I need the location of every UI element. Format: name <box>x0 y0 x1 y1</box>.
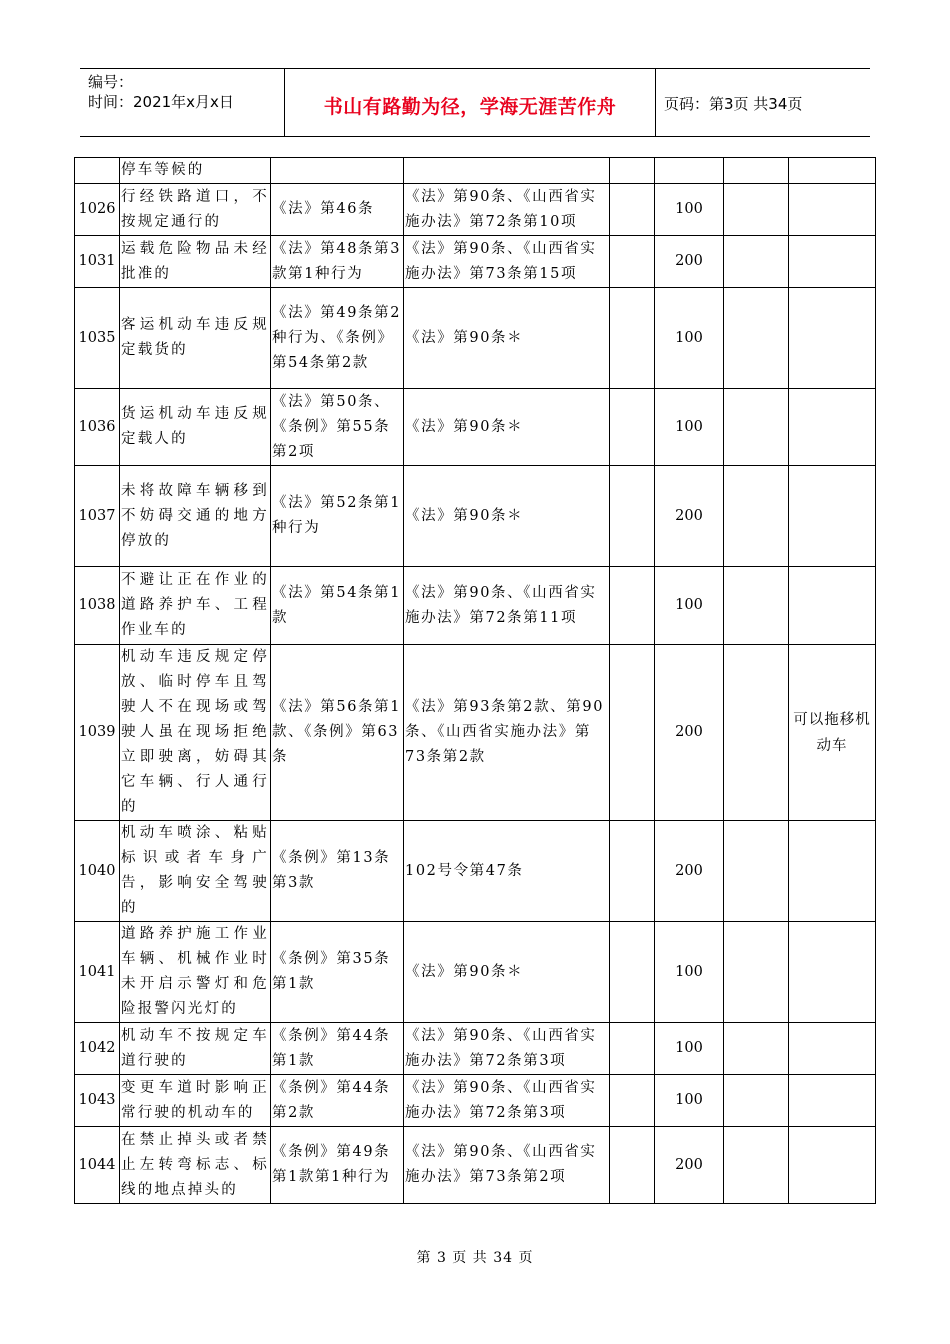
fine-amount-cell: 200 <box>655 645 724 821</box>
penalty-basis-cell: 《法》第90条、《山西省实施办法》第72条第11项 <box>404 567 610 645</box>
table-row <box>75 1075 876 1127</box>
violation-code-cell: 1031 <box>75 236 120 288</box>
violation-code-cell: 1042 <box>75 1023 120 1075</box>
blank-cell <box>724 567 789 645</box>
remarks-cell <box>789 821 876 922</box>
blank-cell <box>610 1127 655 1204</box>
violation-code-cell: 1044 <box>75 1127 120 1204</box>
table-row <box>75 567 876 645</box>
remarks-cell <box>789 1023 876 1075</box>
fine-amount-cell: 100 <box>655 1075 724 1127</box>
legal-basis-cell: 《法》第46条 <box>271 184 404 236</box>
table-row <box>75 1127 876 1204</box>
violation-code-cell: 1037 <box>75 466 120 567</box>
remarks-cell <box>789 567 876 645</box>
violation-description-cell: 机动车违反规定停放、临时停车且驾驶人不在现场或驾驶人虽在现场拒绝立即驶离，妨碍其它车辆、行人通行的 <box>120 645 271 821</box>
header-page-info: 页码：第3页 共34页 <box>664 95 803 113</box>
legal-basis-cell: 《法》第52条第1种行为 <box>271 466 404 567</box>
blank-cell <box>724 1023 789 1075</box>
penalty-basis-cell: 《法》第90条＊ <box>404 389 610 466</box>
table-row <box>75 288 876 389</box>
legal-basis-cell: 《条例》第44条第2款 <box>271 1075 404 1127</box>
blank-cell <box>610 466 655 567</box>
table-row <box>75 1023 876 1075</box>
legal-basis-cell: 《条例》第35条第1款 <box>271 922 404 1023</box>
table-row <box>75 184 876 236</box>
legal-basis-cell: 《条例》第13条第3款 <box>271 821 404 922</box>
blank-cell <box>610 236 655 288</box>
header-meta <box>88 72 234 112</box>
violation-description-cell: 不避让正在作业的道路养护车、工程作业车的 <box>120 567 271 645</box>
legal-basis-cell <box>271 158 404 184</box>
blank-cell <box>610 1075 655 1127</box>
fine-amount-cell: 100 <box>655 389 724 466</box>
violation-code-cell <box>75 158 120 184</box>
violation-description-cell: 行经铁路道口，不按规定通行的 <box>120 184 271 236</box>
violations-table-body <box>75 158 876 1204</box>
violation-description-cell: 停车等候的 <box>120 158 271 184</box>
table-row <box>75 922 876 1023</box>
blank-cell <box>610 567 655 645</box>
penalty-basis-cell: 《法》第90条、《山西省实施办法》第72条第10项 <box>404 184 610 236</box>
violation-code-cell: 1035 <box>75 288 120 389</box>
remarks-cell <box>789 1075 876 1127</box>
blank-cell <box>724 1075 789 1127</box>
blank-cell <box>724 389 789 466</box>
fine-amount-cell <box>655 158 724 184</box>
blank-cell <box>610 389 655 466</box>
legal-basis-cell: 《法》第56条第1款、《条例》第63条 <box>271 645 404 821</box>
blank-cell <box>724 1127 789 1204</box>
penalty-basis-cell <box>404 158 610 184</box>
remarks-cell <box>789 158 876 184</box>
fine-amount-cell: 200 <box>655 466 724 567</box>
header-motto: 书山有路勤为径，学海无涯苦作舟 <box>323 96 617 118</box>
fine-amount-cell: 100 <box>655 567 724 645</box>
violation-description-cell: 客运机动车违反规定载货的 <box>120 288 271 389</box>
header-divider-right <box>655 68 656 136</box>
legal-basis-cell: 《条例》第44条第1款 <box>271 1023 404 1075</box>
legal-basis-cell: 《法》第50条、《条例》第55条第2项 <box>271 389 404 466</box>
penalty-basis-cell: 《法》第90条、《山西省实施办法》第72条第3项 <box>404 1023 610 1075</box>
violation-code-cell: 1040 <box>75 821 120 922</box>
legal-basis-cell: 《法》第49条第2种行为、《条例》第54条第2款 <box>271 288 404 389</box>
remarks-cell <box>789 288 876 389</box>
penalty-basis-cell: 《法》第90条＊ <box>404 288 610 389</box>
violation-description-cell: 未将故障车辆移到不妨碍交通的地方停放的 <box>120 466 271 567</box>
table-row <box>75 389 876 466</box>
violation-code-cell: 1038 <box>75 567 120 645</box>
fine-amount-cell: 200 <box>655 1127 724 1204</box>
header-bottom-rule <box>80 136 870 137</box>
violation-code-cell: 1043 <box>75 1075 120 1127</box>
table-row <box>75 821 876 922</box>
page-footer: 第 3 页 共 34 页 <box>416 1250 534 1266</box>
penalty-basis-cell: 102号令第47条 <box>404 821 610 922</box>
remarks-cell: 可以拖移机动车 <box>789 645 876 821</box>
violation-code-cell: 1036 <box>75 389 120 466</box>
header-top-rule <box>80 68 870 69</box>
fine-amount-cell: 100 <box>655 922 724 1023</box>
legal-basis-cell: 《条例》第49条第1款第1种行为 <box>271 1127 404 1204</box>
table-row <box>75 466 876 567</box>
blank-cell <box>724 466 789 567</box>
fine-amount-cell: 200 <box>655 821 724 922</box>
blank-cell <box>724 645 789 821</box>
violation-description-cell: 机动车不按规定车道行驶的 <box>120 1023 271 1075</box>
code-label: 编号： <box>88 73 134 91</box>
legal-basis-cell: 《法》第48条第3款第1种行为 <box>271 236 404 288</box>
blank-cell <box>610 821 655 922</box>
blank-cell <box>610 288 655 389</box>
remarks-cell <box>789 236 876 288</box>
table-row <box>75 236 876 288</box>
violation-code-cell: 1039 <box>75 645 120 821</box>
penalty-basis-cell: 《法》第90条、《山西省实施办法》第73条第2项 <box>404 1127 610 1204</box>
violation-description-cell: 变更车道时影响正常行驶的机动车的 <box>120 1075 271 1127</box>
time-label: 时间：2021年x月x日 <box>88 93 234 111</box>
blank-cell <box>724 236 789 288</box>
penalty-basis-cell: 《法》第90条、《山西省实施办法》第72条第3项 <box>404 1075 610 1127</box>
remarks-cell <box>789 922 876 1023</box>
blank-cell <box>724 288 789 389</box>
fine-amount-cell: 200 <box>655 236 724 288</box>
penalty-basis-cell: 《法》第90条＊ <box>404 466 610 567</box>
blank-cell <box>610 1023 655 1075</box>
blank-cell <box>610 645 655 821</box>
violation-description-cell: 机动车喷涂、粘贴标识或者车身广告，影响安全驾驶的 <box>120 821 271 922</box>
table-row <box>75 645 876 821</box>
violation-code-cell: 1026 <box>75 184 120 236</box>
violations-table <box>74 157 876 1204</box>
blank-cell <box>724 184 789 236</box>
penalty-basis-cell: 《法》第93条第2款、第90条、《山西省实施办法》第73条第2款 <box>404 645 610 821</box>
penalty-basis-cell: 《法》第90条、《山西省实施办法》第73条第15项 <box>404 236 610 288</box>
blank-cell <box>610 184 655 236</box>
penalty-basis-cell: 《法》第90条＊ <box>404 922 610 1023</box>
blank-cell <box>610 922 655 1023</box>
fine-amount-cell: 100 <box>655 288 724 389</box>
fine-amount-cell: 100 <box>655 184 724 236</box>
remarks-cell <box>789 466 876 567</box>
blank-cell <box>610 158 655 184</box>
violation-description-cell: 道路养护施工作业车辆、机械作业时未开启示警灯和危险报警闪光灯的 <box>120 922 271 1023</box>
remarks-cell <box>789 184 876 236</box>
blank-cell <box>724 158 789 184</box>
legal-basis-cell: 《法》第54条第1款 <box>271 567 404 645</box>
blank-cell <box>724 922 789 1023</box>
blank-cell <box>724 821 789 922</box>
violation-description-cell: 在禁止掉头或者禁止左转弯标志、标线的地点掉头的 <box>120 1127 271 1204</box>
remarks-cell <box>789 389 876 466</box>
fine-amount-cell: 100 <box>655 1023 724 1075</box>
remarks-cell <box>789 1127 876 1204</box>
violation-description-cell: 货运机动车违反规定载人的 <box>120 389 271 466</box>
violation-code-cell: 1041 <box>75 922 120 1023</box>
violation-description-cell: 运载危险物品未经批准的 <box>120 236 271 288</box>
table-row <box>75 158 876 184</box>
